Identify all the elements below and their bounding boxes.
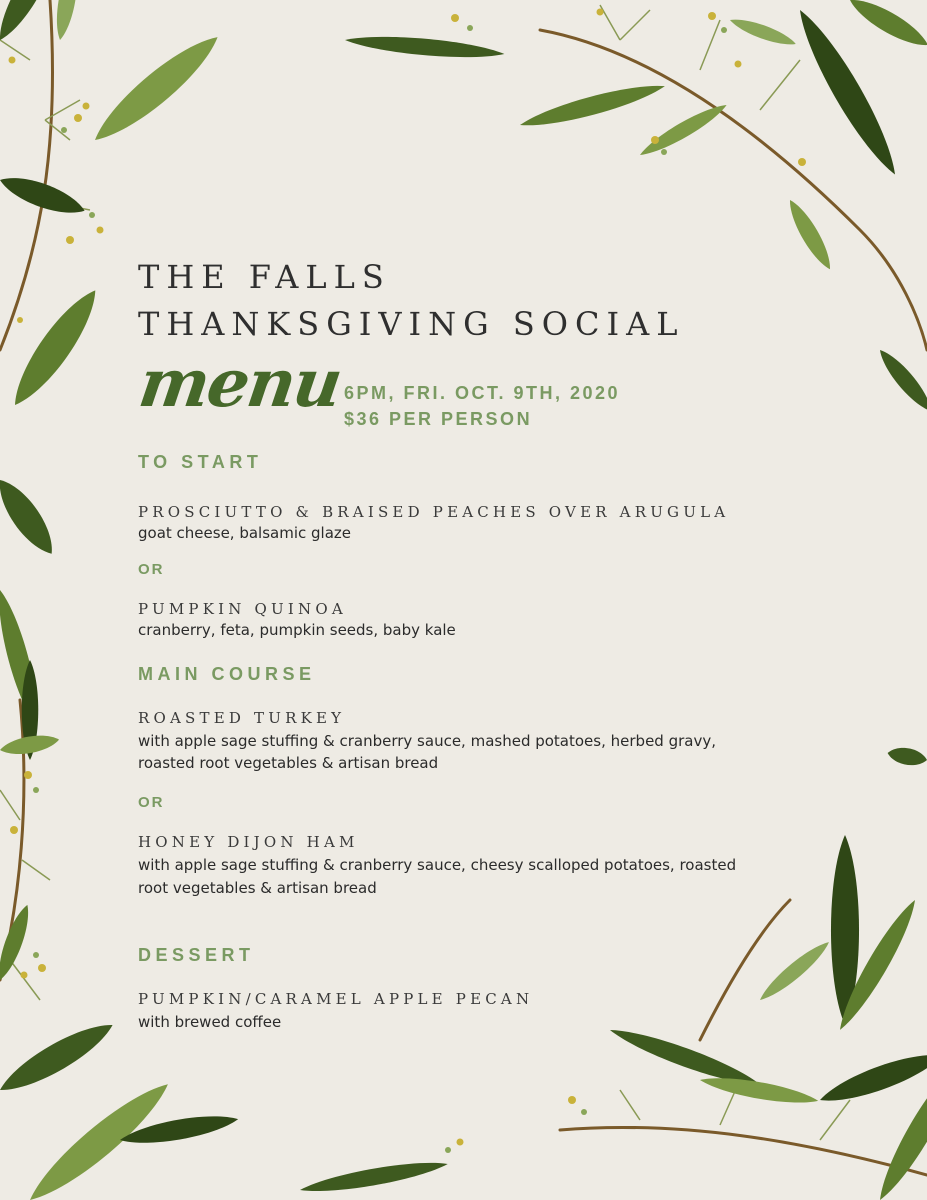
dish-description: goat cheese, balsamic glaze (138, 524, 351, 542)
dish-name: PROSCIUTTO & BRAISED PEACHES OVER ARUGULA (138, 503, 730, 521)
event-price: $36 PER PERSON (344, 409, 533, 429)
dish-name: PUMPKIN/CARAMEL APPLE PECAN (138, 990, 534, 1008)
or-divider: OR (138, 794, 165, 811)
dish-name: HONEY DIJON HAM (138, 833, 359, 851)
menu-script-title: menu (134, 344, 346, 422)
section-heading-main-course: MAIN COURSE (138, 664, 316, 684)
or-divider: OR (138, 561, 165, 578)
dish-description-line: root vegetables & artisan bread (138, 879, 377, 897)
title-line-1: THE FALLS (138, 258, 391, 296)
dish-description: with brewed coffee (138, 1013, 282, 1031)
dish-description-line: roasted root vegetables & artisan bread (138, 754, 439, 772)
dish-name: ROASTED TURKEY (138, 709, 346, 727)
dish-name: PUMPKIN QUINOA (138, 600, 347, 618)
title-line-2: THANKSGIVING SOCIAL (138, 305, 685, 343)
dish-description: cranberry, feta, pumpkin seeds, baby kale (138, 621, 456, 639)
event-datetime: 6PM, FRI. OCT. 9TH, 2020 (344, 383, 621, 403)
dish-description-line: with apple sage stuffing & cranberry sauce, cheesy scalloped potatoes, roasted (138, 856, 737, 874)
section-heading-to-start: TO START (138, 452, 263, 472)
dish-description-line: with apple sage stuffing & cranberry sauce, mashed potatoes, herbed gravy, (138, 732, 716, 750)
section-heading-dessert: DESSERT (138, 945, 255, 965)
